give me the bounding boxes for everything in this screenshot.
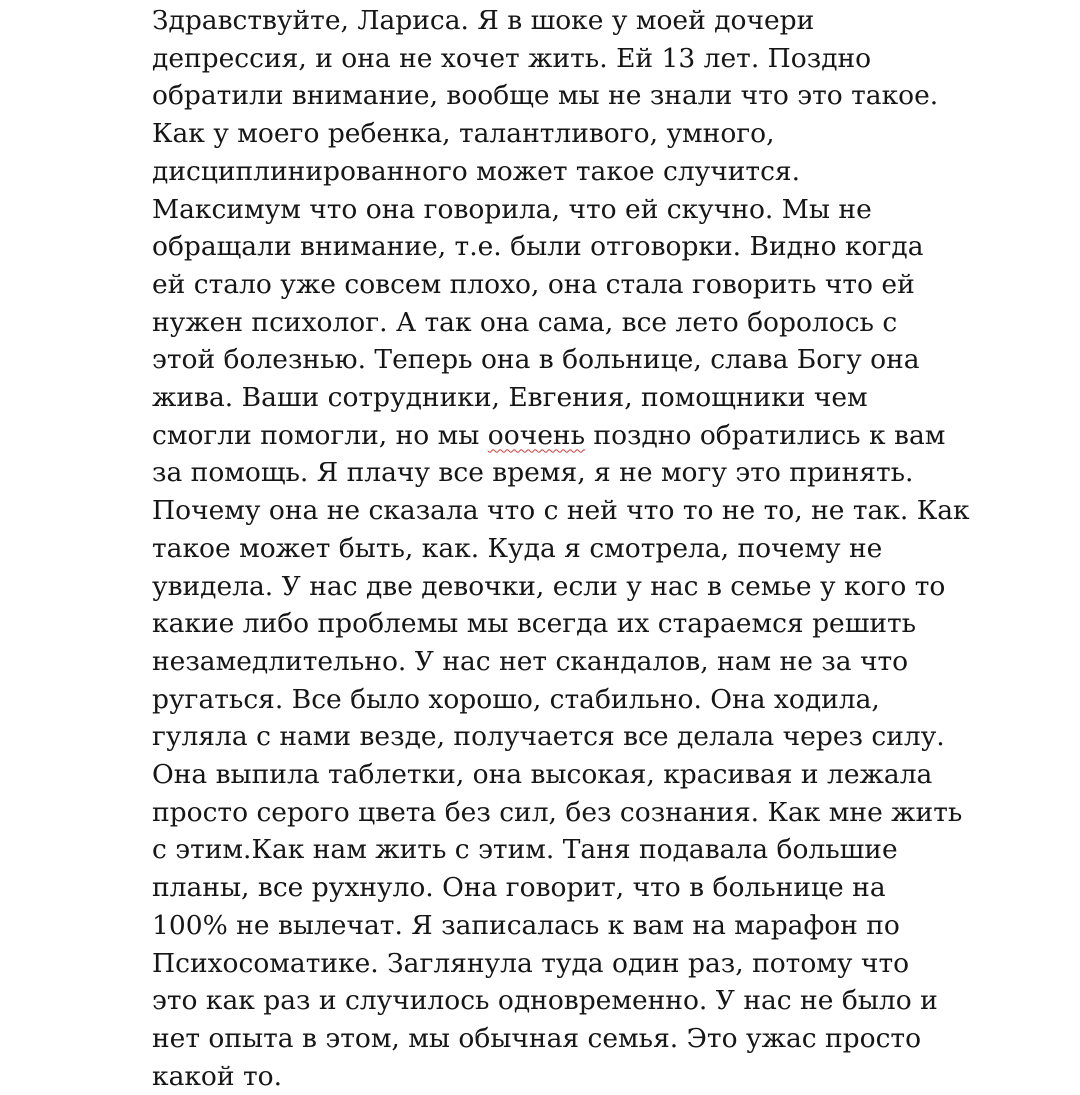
text-line: Почему она не сказала что с ней что то не то, не так. Как bbox=[152, 495, 970, 527]
text-line: какие либо проблемы мы всегда их стараемся решить bbox=[152, 608, 917, 640]
text-line: какой то. bbox=[152, 1060, 283, 1092]
text-line: Максимум что она говорила, что ей скучно. Мы не bbox=[152, 193, 872, 225]
text-line: Как у моего ребенка, талантливого, умного, bbox=[152, 118, 775, 150]
text-line: гуляла с нами везде, получается все делала через силу. bbox=[152, 721, 945, 753]
text-segment: смогли помогли, но мы bbox=[152, 419, 488, 451]
text-line: 100% не вылечат. Я записалась к вам на марафон по bbox=[152, 909, 900, 941]
text-line: нужен психолог. А так она сама, все лето боролось с bbox=[152, 306, 898, 338]
text-line: за помощь. Я плачу все время, я не могу это принять. bbox=[152, 457, 914, 489]
text-line: это как раз и случилось одновременно. У нас не было и bbox=[152, 985, 938, 1017]
text-segment: поздно обратились к вам bbox=[585, 419, 946, 451]
text-line: нет опыта в этом, мы обычная семья. Это ужас просто bbox=[152, 1022, 922, 1054]
text-line: дисциплинированного может такое случится. bbox=[152, 155, 801, 187]
text-line: увидела. У нас две девочки, если у нас в семье у кого то bbox=[152, 570, 946, 602]
text-line: обращали внимание, т.е. были отговорки. Видно когда bbox=[152, 231, 924, 263]
text-line: такое может быть, как. Куда я смотрела, почему не bbox=[152, 532, 883, 564]
text-line: ей стало уже совсем плохо, она стала говорить что ей bbox=[152, 268, 915, 300]
text-line: этой болезнью. Теперь она в больнице, слава Богу она bbox=[152, 344, 920, 376]
letter-text bbox=[152, 2, 970, 1095]
text-line: депрессия, и она не хочет жить. Ей 13 лет. Поздно bbox=[152, 42, 872, 74]
text-line: ругаться. Все было хорошо, стабильно. Она ходила, bbox=[152, 683, 880, 715]
misspelled-word[interactable]: оочень bbox=[487, 419, 585, 451]
text-line: незамедлительно. У нас нет скандалов, нам не за что bbox=[152, 645, 909, 677]
text-line: Здравствуйте, Лариса. Я в шоке у моей дочери bbox=[152, 5, 815, 36]
text-line: просто серого цвета без сил, без сознания. Как мне жить bbox=[152, 796, 963, 828]
text-line: Психосоматике. Заглянула туда один раз, потому что bbox=[152, 947, 910, 979]
text-line: с этим.Как нам жить с этим. Таня подавала большие bbox=[152, 834, 898, 866]
text-line: жива. Ваши сотрудники, Евгения, помощники чем bbox=[152, 382, 868, 414]
text-line: планы, все рухнуло. Она говорит, что в больнице на bbox=[152, 872, 886, 904]
text-line: Она выпила таблетки, она высокая, красивая и лежала bbox=[152, 759, 933, 791]
text-line: обратили внимание, вообще мы не знали что это такое. bbox=[152, 80, 939, 112]
text-line-with-spellcheck bbox=[152, 417, 946, 455]
